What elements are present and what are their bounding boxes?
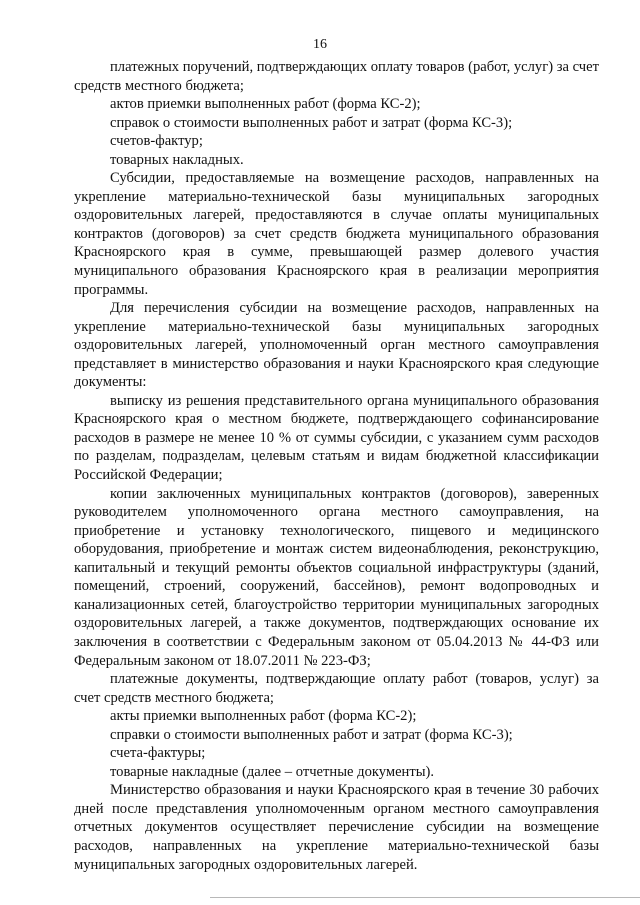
paragraph-payment-documents: платежные документы, подтверждающие оплату работ (товаров, услуг) за счет средств местного бюджета; [74, 671, 599, 706]
paragraph-budget-extract: выписку из решения представительного органа муниципального образования Красноярского края о местном бюджете, подтверждающего софинансирование расходов в размере не менее 10 % от суммы субсидии, с указанием сумм расходов по разделам, подразделам, целевым статьям и видам бюджетной классификации Российской Федерации; [74, 392, 599, 484]
paragraph-cost-certificates-2: справки о стоимости выполненных работ и затрат (форма КС-3); [110, 726, 513, 743]
paragraph-acceptance-acts-2: акты приемки выполненных работ (форма КС-2); [110, 708, 417, 725]
paragraph-acceptance-acts: актов приемки выполненных работ (форма КС-2); [110, 96, 421, 113]
paragraph-waybills-2: товарные накладные (далее – отчетные документы). [110, 763, 435, 780]
paragraph-cost-certificates: справок о стоимости выполненных работ и затрат (форма КС-3); [110, 114, 513, 131]
paragraph-invoices: счетов-фактур; [110, 133, 203, 150]
page-number: 16 [313, 37, 327, 52]
paragraph-invoices-2: счета-фактуры; [110, 745, 206, 762]
paragraph-contract-copies: копии заключенных муниципальных контрактов (договоров), заверенных руководителем уполномоченного органа местного самоуправления, на приобретение и установку технологического, пищевого и медицинского оборудования, приобретение и монтаж систем видеонаблюдения, реконструкцию, капитальный и текущий ремонты объектов социальной инфраструктуры (зданий, помещений, строений, сооружений, бассейнов), ремонт водопроводных и канализационных сетей, благоустройство территории муниципальных загородных оздоровительных лагерей, а также документов, подтверждающих основание их заключения в соответствии с Федеральным законом от 05.04.2013 № 44-ФЗ или Федеральным законом от 18.07.2011 № 223-ФЗ; [74, 485, 599, 669]
paragraph-transfer-documents: Для перечисления субсидии на возмещение расходов, направленных на укрепление материально-технической базы муниципальных загородных оздоровительных лагерей, уполномоченный орган местного самоуправления представляет в министерство образования и науки Красноярского края следующие документы: [74, 300, 599, 391]
paragraph-ministry-transfer: Министерство образования и науки Красноярского края в течение 30 рабочих дней после представления уполномоченным органом местного самоуправления отчетных документов осуществляет перечисление субсидии на возмещение расходов, направленных на укрепление материально-технической базы муниципальных загородных оздоровительных лагерей. [74, 782, 599, 873]
paragraph-subsidy-conditions: Субсидии, предоставляемые на возмещение расходов, направленных на укрепление материально-технической базы муниципальных загородных оздоровительных лагерей, предоставляются в случае оплаты муниципальных контрактов (договоров) за счет средств бюджета муниципального образования Красноярского края в сумме, превышающей размер долевого участия муниципального образования Красноярского края в реализации мероприятия программы. [74, 170, 599, 298]
paragraph-payment-orders: платежных поручений, подтверждающих оплату товаров (работ, услуг) за счет средств местного бюджета; [74, 59, 599, 94]
document-body [74, 58, 599, 874]
bottom-rule [210, 897, 640, 898]
paragraph-waybills: товарных накладных. [110, 151, 244, 168]
